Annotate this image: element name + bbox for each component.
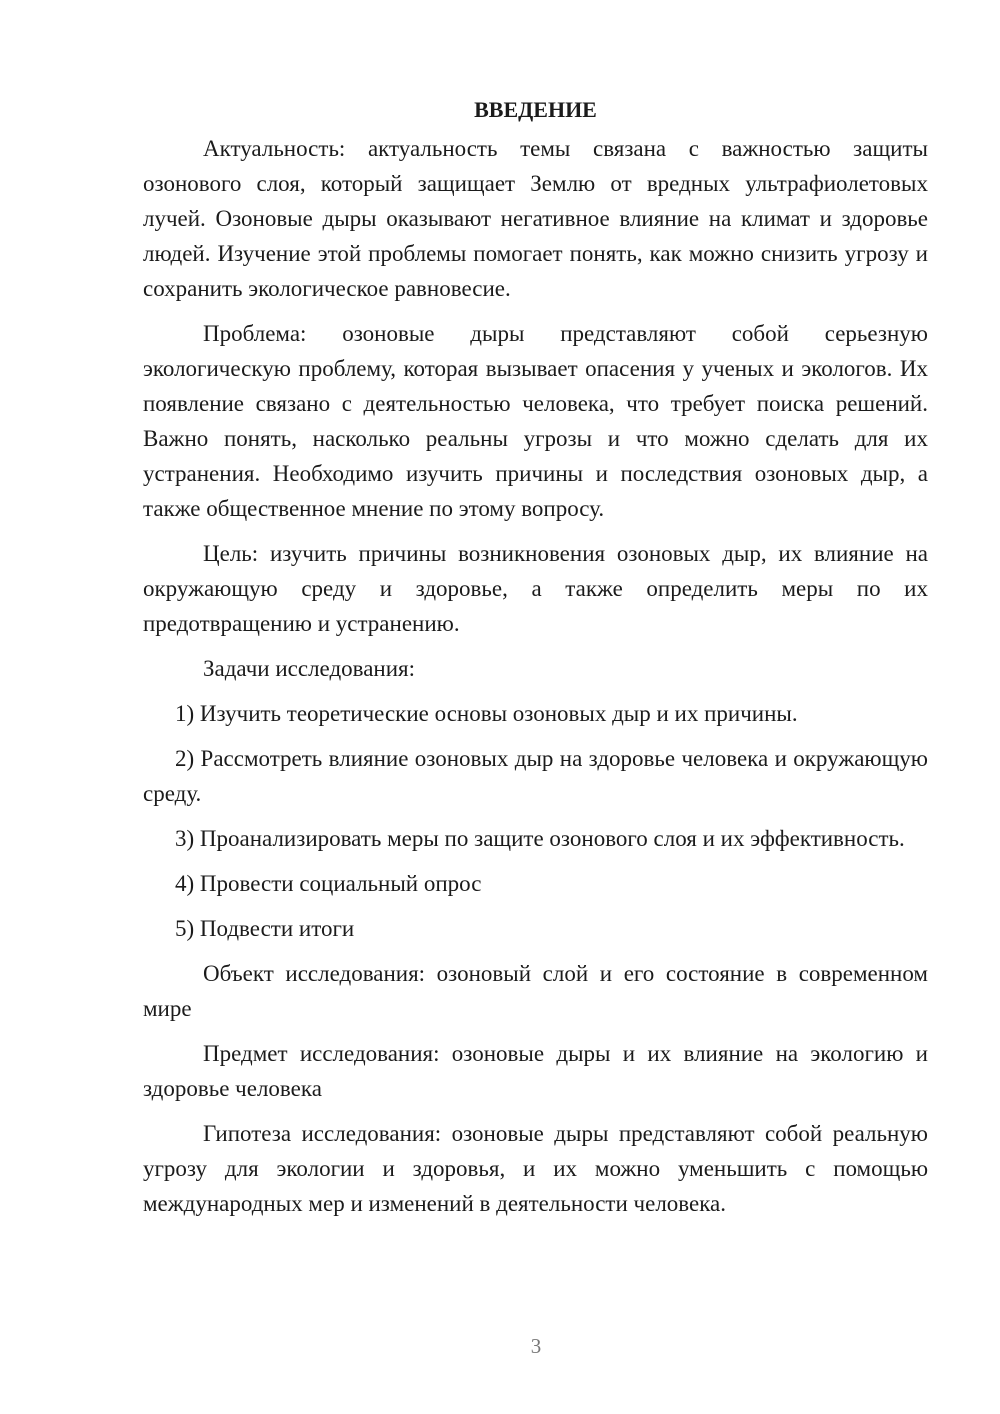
page-content (143, 92, 928, 1231)
research-object-paragraph: Объект исследования: озоновый слой и его состояние в современном мире (143, 961, 928, 1021)
problem-paragraph: Проблема: озоновые дыры представляют собой серьезную экологическую проблему, которая вызывает опасения у ученых и экологов. Их появление связано с деятельностью человека, что требует поиска решений. Важно понять, насколько реальны угрозы и что можно сделать для их устранения. Необходимо изучить причины и последствия озоновых дыр, а также общественное мнение по этому вопросу. (143, 321, 928, 521)
tasks-heading: Задачи исследования: (203, 656, 416, 681)
goal-paragraph: Цель: изучить причины возникновения озоновых дыр, их влияние на окружающую среду и здоровье, а также определить меры по их предотвращению и устранению. (143, 541, 928, 636)
task-item: 4) Провести социальный опрос (175, 871, 482, 896)
task-item: 5) Подвести итоги (175, 916, 355, 941)
tasks-list (143, 696, 928, 946)
page-number: 3 (530, 1334, 542, 1358)
task-item: 1) Изучить теоретические основы озоновых дыр и их причины. (175, 701, 798, 726)
relevance-paragraph: Актуальность: актуальность темы связана с важностью защиты озонового слоя, который защищает Землю от вредных ультрафиолетовых лучей. Озоновые дыры оказывают негативное влияние на климат и здоровье людей. Изучение этой проблемы помогает понять, как можно снизить угрозу и сохранить экологическое равновесие. (143, 136, 928, 301)
task-item: 2) Рассмотреть влияние озоновых дыр на здоровье человека и окружающую среду. (143, 746, 928, 806)
task-item: 3) Проанализировать меры по защите озонового слоя и их эффективность. (175, 826, 905, 851)
page-title: ВВЕДЕНИЕ (474, 97, 597, 122)
research-hypothesis-paragraph: Гипотеза исследования: озоновые дыры представляют собой реальную угрозу для экологии и здоровья, и их можно уменьшить с помощью международных мер и изменений в деятельности человека. (143, 1121, 928, 1216)
research-subject-paragraph: Предмет исследования: озоновые дыры и их влияние на экологию и здоровье человека (143, 1041, 928, 1101)
